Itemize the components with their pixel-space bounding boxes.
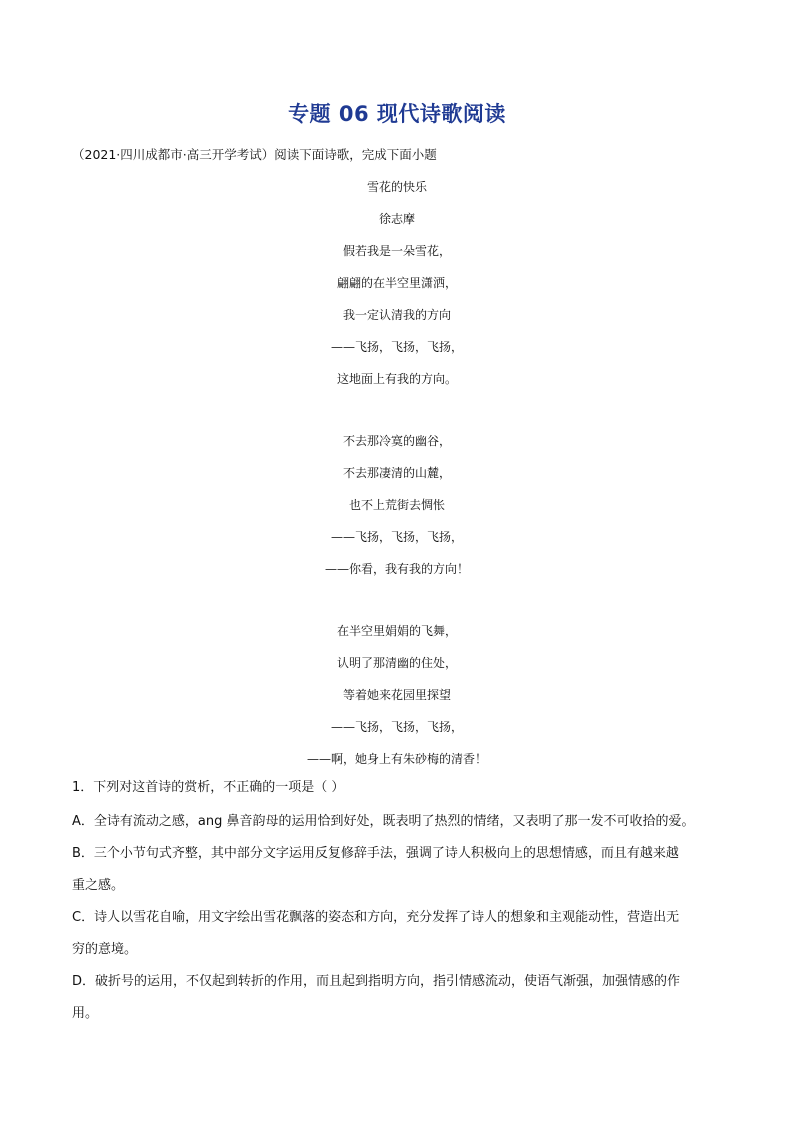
option-c: C．诗人以雪花自喻，用文字绘出雪花飘落的姿态和方向，充分发挥了诗人的想象和主观能动性，营造出无 <box>72 910 680 925</box>
poem-line: 在半空里娟娟的飞舞， <box>336 624 457 638</box>
poem-line: 翩翩的在半空里潇洒， <box>336 276 457 290</box>
option-c-continued: 穷的意境。 <box>72 942 138 957</box>
option-b: B．三个小节句式齐整，其中部分文字运用反复修辞手法，强调了诗人积极向上的思想情感，而且有越来越 <box>72 846 679 861</box>
option-a: A．全诗有流动之感，ang 鼻音韵母的运用恰到好处，既表明了热烈的情绪，又表明了那一发不可收拾的爱。 <box>72 814 695 829</box>
poem-line: 不去那凄清的山麓， <box>342 466 451 480</box>
option-d: D．破折号的运用，不仅起到转折的作用，而且起到指明方向，指引情感流动，使语气渐强，加强情感的作 <box>72 974 681 989</box>
poem-line: 认明了那清幽的住处， <box>336 656 457 670</box>
poem-line: 我一定认清我的方向 <box>342 308 451 322</box>
poem-line: 不去那冷寞的幽谷， <box>342 434 451 448</box>
option-d-continued: 用。 <box>72 1006 99 1021</box>
page-title: 专题 06 现代诗歌阅读 <box>288 102 506 126</box>
poem-line: ——你看，我有我的方向！ <box>324 562 469 576</box>
poem-title: 雪花的快乐 <box>366 180 427 194</box>
poem-author: 徐志摩 <box>378 212 415 226</box>
poem-line: 假若我是一朵雪花， <box>342 244 451 258</box>
poem-line: ——啊，她身上有朱砂梅的清香！ <box>306 752 487 766</box>
option-b-continued: 重之感。 <box>72 878 125 893</box>
poem-line: ——飞扬，飞扬，飞扬， <box>330 720 463 734</box>
poem-line: ——飞扬，飞扬，飞扬， <box>330 530 463 544</box>
question-stem: 1．下列对这首诗的赏析，不正确的一项是（ ） <box>72 780 345 795</box>
poem-line: ——飞扬，飞扬，飞扬， <box>330 340 463 354</box>
poem-line: 也不上荒街去惆怅 <box>348 498 445 512</box>
poem-line: 这地面上有我的方向。 <box>336 372 457 386</box>
poem-line: 等着她来花园里探望 <box>342 688 451 702</box>
question-source: （2021·四川成都市·高三开学考试）阅读下面诗歌，完成下面小题 <box>72 147 437 162</box>
